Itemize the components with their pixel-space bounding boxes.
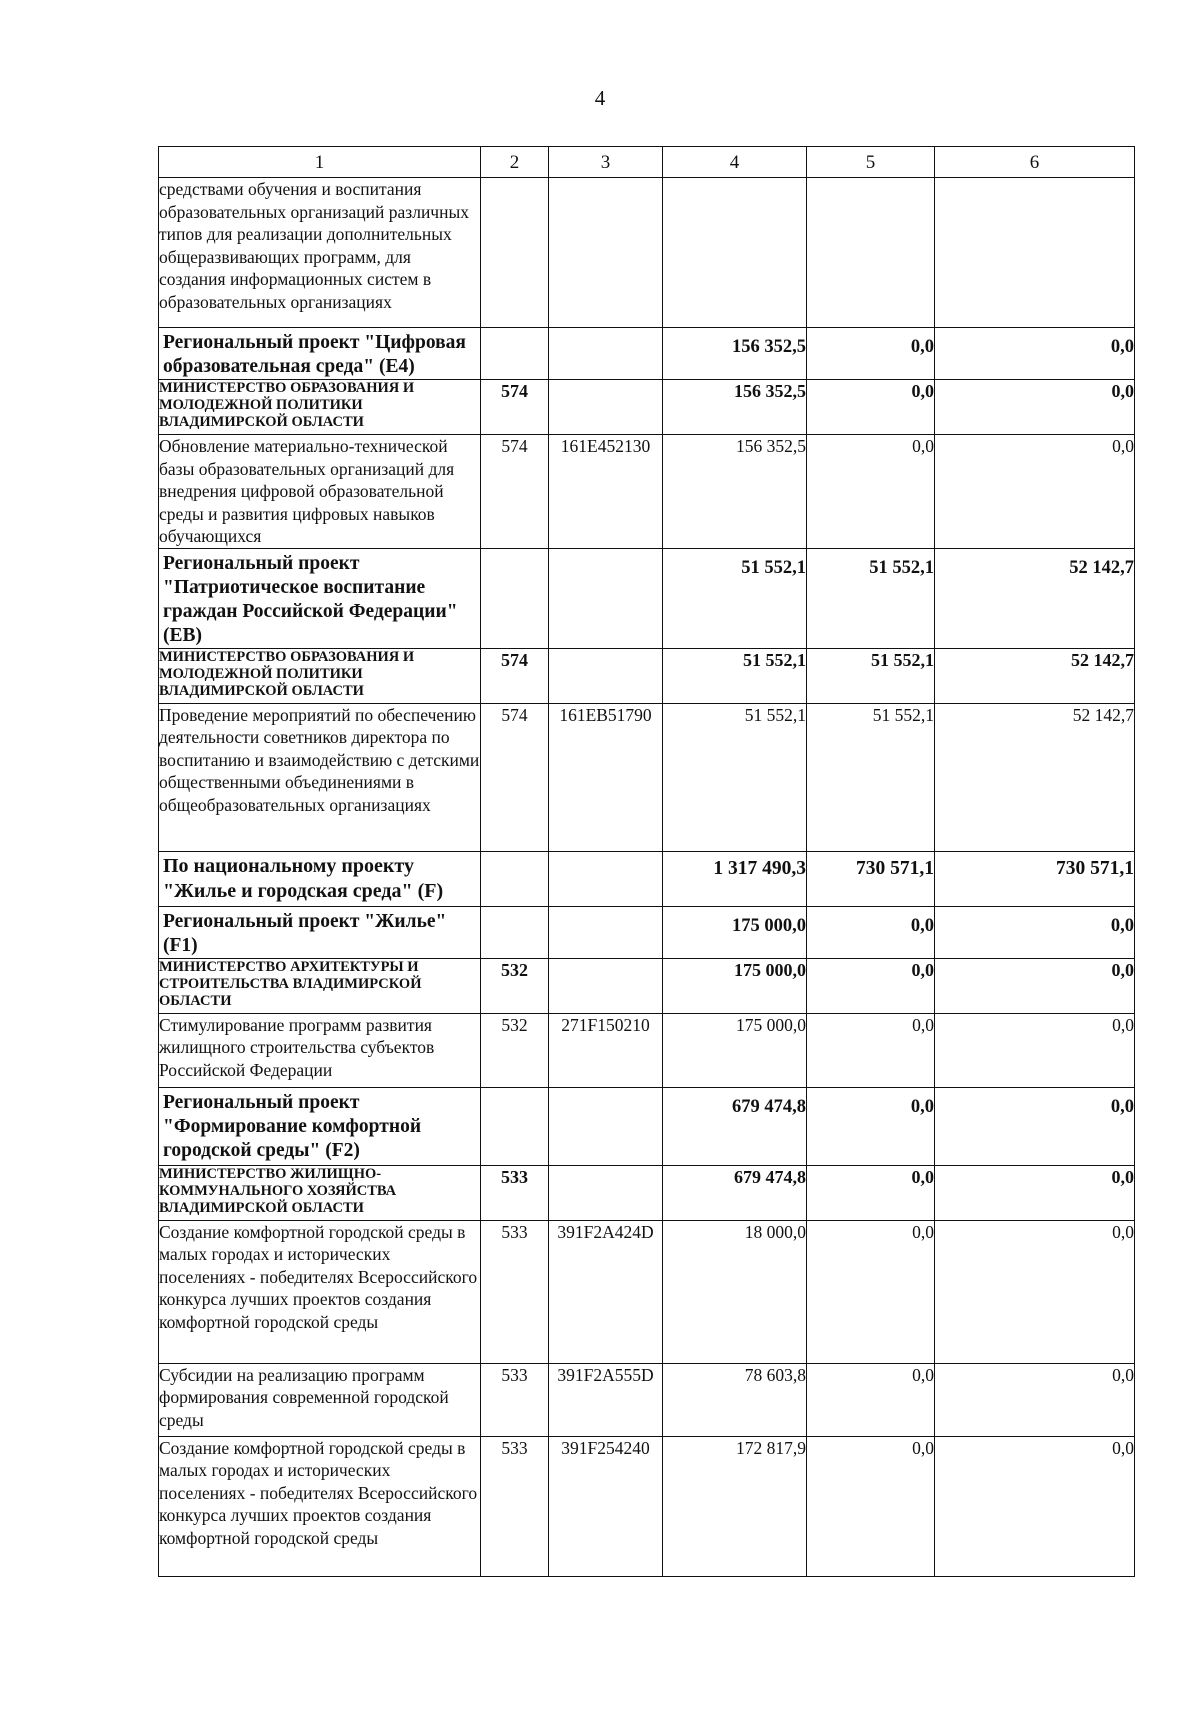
ministry-code: 574 (481, 380, 549, 435)
value-cell: 156 352,5 (663, 435, 807, 549)
target-code: 391F2A424D (549, 1220, 663, 1363)
ministry-code (481, 328, 549, 380)
row-name: Региональный проект "Патриотическое воспитание граждан Российской Федерации" (ЕВ) (159, 548, 481, 648)
value-cell: 0,0 (807, 1165, 935, 1220)
value-cell: 18 000,0 (663, 1220, 807, 1363)
table-row (159, 328, 1135, 380)
table-row (159, 1165, 1135, 1220)
row-name: Региональный проект "Цифровая образовательная среда" (Е4) (159, 328, 481, 380)
value-cell: 51 552,1 (663, 548, 807, 648)
row-name: МИНИСТЕРСТВО ОБРАЗОВАНИЯ И МОЛОДЕЖНОЙ ПОЛИТИКИ ВЛАДИМИРСКОЙ ОБЛАСТИ (159, 380, 481, 435)
value-cell: 0,0 (935, 906, 1135, 958)
ministry-code: 574 (481, 435, 549, 549)
ministry-code (481, 906, 549, 958)
value-cell: 0,0 (935, 1436, 1135, 1576)
table-row (159, 851, 1135, 906)
value-cell: 0,0 (807, 1087, 935, 1165)
ministry-code: 533 (481, 1220, 549, 1363)
ministry-code (481, 1087, 549, 1165)
table-row (159, 548, 1135, 648)
value-cell: 0,0 (935, 1220, 1135, 1363)
value-cell: 0,0 (935, 1363, 1135, 1436)
column-header: 4 (663, 147, 807, 178)
value-cell: 0,0 (807, 1220, 935, 1363)
target-code: 161ЕВ51790 (549, 703, 663, 851)
row-name: Стимулирование программ развития жилищного строительства субъектов Российской Федерации (159, 1013, 481, 1087)
target-code (549, 648, 663, 703)
value-cell: 156 352,5 (663, 328, 807, 380)
value-cell: 0,0 (807, 380, 935, 435)
table-row (159, 1436, 1135, 1576)
ministry-code (481, 548, 549, 648)
table-row (159, 1013, 1135, 1087)
ministry-code: 533 (481, 1165, 549, 1220)
value-cell: 0,0 (935, 1087, 1135, 1165)
value-cell: 78 603,8 (663, 1363, 807, 1436)
target-code (549, 178, 663, 328)
row-name: Региональный проект "Жилье" (F1) (159, 906, 481, 958)
value-cell: 0,0 (807, 1363, 935, 1436)
value-cell: 0,0 (935, 1165, 1135, 1220)
table-row (159, 380, 1135, 435)
value-cell: 156 352,5 (663, 380, 807, 435)
value-cell: 175 000,0 (663, 1013, 807, 1087)
value-cell: 52 142,7 (935, 548, 1135, 648)
table-row (159, 178, 1135, 328)
row-name: МИНИСТЕРСТВО ОБРАЗОВАНИЯ И МОЛОДЕЖНОЙ ПОЛИТИКИ ВЛАДИМИРСКОЙ ОБЛАСТИ (159, 648, 481, 703)
row-name: Обновление материально-технической базы образовательных организаций для внедрения цифровой образовательной среды и развития цифровых навыков обучающихся (159, 435, 481, 549)
page-number: 4 (594, 86, 606, 110)
table-row (159, 1363, 1135, 1436)
row-name: МИНИСТЕРСТВО АРХИТЕКТУРЫ И СТРОИТЕЛЬСТВА ВЛАДИМИРСКОЙ ОБЛАСТИ (159, 958, 481, 1013)
value-cell: 52 142,7 (935, 703, 1135, 851)
column-header: 2 (481, 147, 549, 178)
target-code (549, 328, 663, 380)
value-cell: 52 142,7 (935, 648, 1135, 703)
value-cell: 51 552,1 (807, 703, 935, 851)
value-cell: 0,0 (807, 1013, 935, 1087)
value-cell (663, 178, 807, 328)
column-header: 3 (549, 147, 663, 178)
value-cell: 730 571,1 (935, 851, 1135, 906)
target-code: 391F254240 (549, 1436, 663, 1576)
target-code (549, 958, 663, 1013)
value-cell: 0,0 (935, 958, 1135, 1013)
target-code: 391F2A555D (549, 1363, 663, 1436)
value-cell (807, 178, 935, 328)
value-cell: 51 552,1 (663, 703, 807, 851)
ministry-code: 533 (481, 1436, 549, 1576)
value-cell: 175 000,0 (663, 958, 807, 1013)
value-cell: 730 571,1 (807, 851, 935, 906)
column-header: 6 (935, 147, 1135, 178)
table-row (159, 958, 1135, 1013)
ministry-code: 574 (481, 648, 549, 703)
row-name: МИНИСТЕРСТВО ЖИЛИЩНО-КОММУНАЛЬНОГО ХОЗЯЙСТВА ВЛАДИМИРСКОЙ ОБЛАСТИ (159, 1165, 481, 1220)
value-cell: 175 000,0 (663, 906, 807, 958)
target-code (549, 1165, 663, 1220)
value-cell: 0,0 (935, 435, 1135, 549)
value-cell: 0,0 (807, 1436, 935, 1576)
value-cell (935, 178, 1135, 328)
value-cell: 679 474,8 (663, 1087, 807, 1165)
row-name: Субсидии на реализацию программ формирования современной городской среды (159, 1363, 481, 1436)
value-cell: 0,0 (807, 328, 935, 380)
column-header: 1 (159, 147, 481, 178)
ministry-code: 532 (481, 958, 549, 1013)
value-cell: 0,0 (807, 958, 935, 1013)
value-cell: 0,0 (807, 435, 935, 549)
value-cell: 51 552,1 (663, 648, 807, 703)
ministry-code (481, 851, 549, 906)
ministry-code (481, 178, 549, 328)
value-cell: 0,0 (807, 906, 935, 958)
target-code: 271F150210 (549, 1013, 663, 1087)
row-name: Создание комфортной городской среды в малых городах и исторических поселениях - победителях Всероссийского конкурса лучших проектов создания комфортной городской среды (159, 1220, 481, 1363)
target-code (549, 851, 663, 906)
table-row (159, 1220, 1135, 1363)
value-cell: 0,0 (935, 1013, 1135, 1087)
value-cell: 679 474,8 (663, 1165, 807, 1220)
row-name: Создание комфортной городской среды в малых городах и исторических поселениях - победителях Всероссийского конкурса лучших проектов создания комфортной городской среды (159, 1436, 481, 1576)
ministry-code: 533 (481, 1363, 549, 1436)
target-code (549, 548, 663, 648)
table-row (159, 435, 1135, 549)
table-row (159, 906, 1135, 958)
row-name: средствами обучения и воспитания образовательных организаций различных типов для реализации дополнительных общеразвивающих программ, для создания информационных систем в образовательных организациях (159, 178, 481, 328)
budget-table (158, 146, 1135, 1577)
row-name: Региональный проект "Формирование комфортной городской среды" (F2) (159, 1087, 481, 1165)
row-name: По национальному проекту "Жилье и городская среда" (F) (159, 851, 481, 906)
table-row (159, 648, 1135, 703)
value-cell: 0,0 (935, 380, 1135, 435)
target-code (549, 1087, 663, 1165)
ministry-code: 532 (481, 1013, 549, 1087)
target-code: 161Е452130 (549, 435, 663, 549)
row-name: Проведение мероприятий по обеспечению деятельности советников директора по воспитанию и взаимодействию с детскими общественными объединениями в общеобразовательных организациях (159, 703, 481, 851)
table-row (159, 1087, 1135, 1165)
table-row (159, 703, 1135, 851)
table-header-row (159, 147, 1135, 178)
column-header: 5 (807, 147, 935, 178)
value-cell: 51 552,1 (807, 548, 935, 648)
value-cell: 0,0 (935, 328, 1135, 380)
ministry-code: 574 (481, 703, 549, 851)
target-code (549, 380, 663, 435)
value-cell: 172 817,9 (663, 1436, 807, 1576)
value-cell: 51 552,1 (807, 648, 935, 703)
value-cell: 1 317 490,3 (663, 851, 807, 906)
target-code (549, 906, 663, 958)
